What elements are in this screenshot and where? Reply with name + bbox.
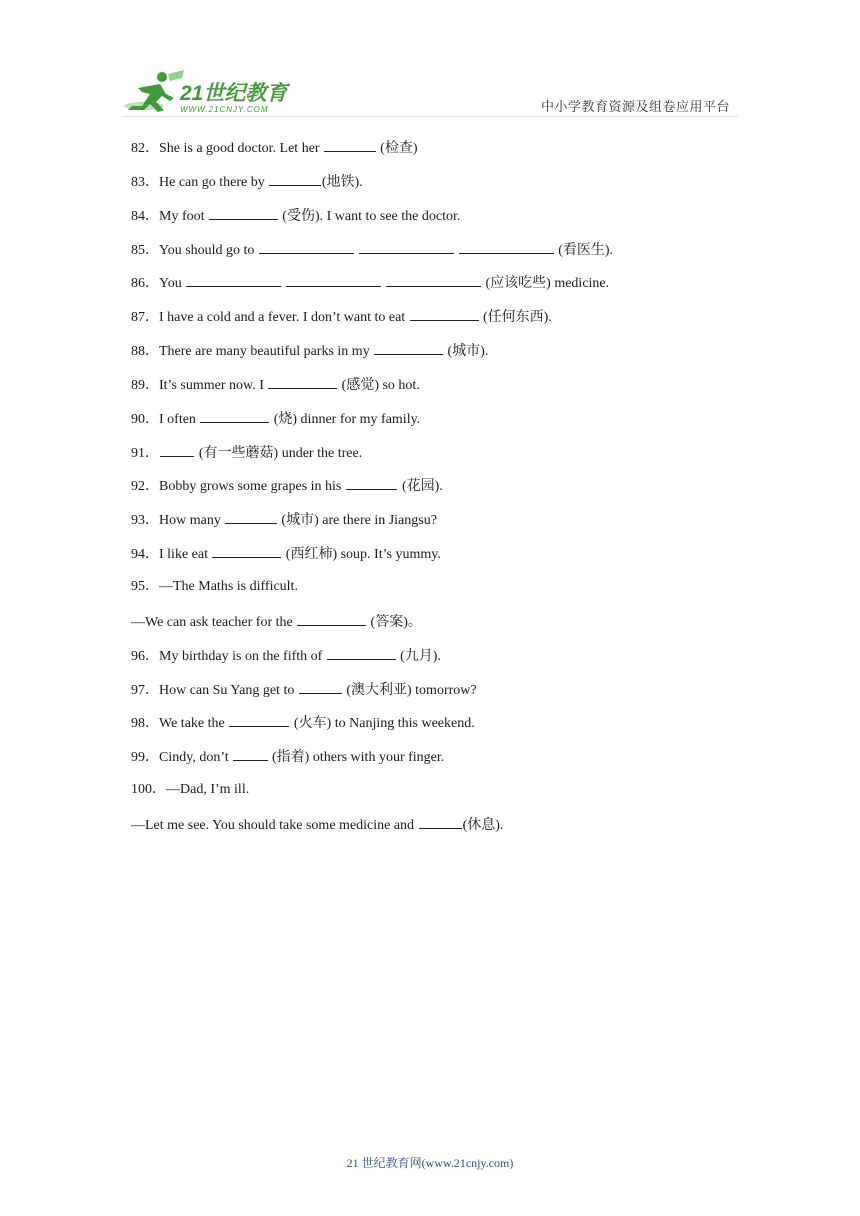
question-hint: (受伤). I want to see the doctor.	[278, 208, 461, 224]
question-line	[131, 645, 731, 679]
answer-blank[interactable]	[410, 306, 479, 321]
question-hint: (九月).	[396, 648, 441, 664]
answer-blank[interactable]	[327, 645, 396, 660]
question-hint: (火车) to Nanjing this weekend.	[290, 716, 475, 732]
question-line	[131, 306, 731, 340]
question-number: 100．	[131, 782, 166, 798]
question-line	[131, 137, 731, 171]
answer-blank[interactable]	[374, 340, 443, 355]
question-line	[131, 239, 731, 273]
question-number: 82．	[131, 141, 159, 156]
answer-blank[interactable]	[297, 611, 366, 626]
question-line	[131, 374, 731, 408]
question-text: —We can ask teacher for the	[131, 614, 297, 630]
question-line	[131, 442, 731, 476]
question-number: 99．	[131, 750, 159, 766]
answer-blank[interactable]	[286, 272, 381, 287]
question-text: He can go there by	[159, 174, 269, 190]
question-text: —Let me see. You should take some medicine and	[131, 817, 418, 833]
answer-blank[interactable]	[386, 272, 481, 287]
answer-blank[interactable]	[209, 205, 278, 220]
question-hint: (应该吃些) medicine.	[482, 276, 610, 292]
runner-logo-icon	[122, 68, 292, 116]
question-number: 90．	[131, 411, 159, 427]
question-line	[131, 611, 731, 645]
question-line	[131, 171, 731, 205]
logo-text: 21世纪教育	[180, 82, 288, 105]
answer-blank[interactable]	[229, 712, 289, 727]
question-number: 84．	[131, 208, 159, 224]
question-line	[131, 272, 731, 306]
question-line	[131, 475, 731, 509]
question-number: 94．	[131, 547, 159, 563]
header-tagline: 中小学教育资源及组卷应用平台	[540, 99, 730, 114]
question-text: Bobby grows some grapes in his	[159, 479, 345, 495]
question-number: 95．	[131, 578, 159, 594]
question-number: 91．	[131, 445, 159, 461]
question-line	[131, 577, 731, 611]
question-number: 96．	[131, 648, 159, 664]
question-hint: (城市) are there in Jiangsu?	[277, 513, 437, 529]
question-hint: (答案)。	[367, 614, 422, 630]
page-header	[0, 0, 860, 125]
question-hint: (指着) others with your finger.	[268, 750, 445, 766]
question-text: She is a good doctor. Let her	[159, 141, 324, 156]
question-line	[131, 509, 731, 543]
question-hint: (有一些蘑菇) under the tree.	[195, 445, 363, 461]
answer-blank[interactable]	[259, 239, 354, 254]
site-logo[interactable]	[122, 68, 292, 116]
answer-blank[interactable]	[269, 171, 321, 186]
answer-blank[interactable]	[160, 442, 194, 457]
answer-blank[interactable]	[299, 679, 342, 694]
question-text: Cindy, don’t	[159, 750, 233, 766]
question-hint: (烧) dinner for my family.	[270, 411, 421, 427]
answer-blank[interactable]	[268, 374, 337, 389]
question-line	[131, 340, 731, 374]
answer-blank[interactable]	[212, 543, 281, 558]
question-number: 85．	[131, 242, 159, 258]
question-number: 83．	[131, 174, 159, 190]
answer-blank[interactable]	[419, 814, 462, 829]
answer-blank[interactable]	[186, 272, 281, 287]
question-number: 98．	[131, 716, 159, 732]
question-text: I often	[159, 411, 200, 427]
question-text: How can Su Yang get to	[159, 682, 298, 698]
question-number: 93．	[131, 513, 159, 529]
question-line	[131, 543, 731, 577]
question-text: It’s summer now. I	[159, 377, 268, 393]
page-footer[interactable]: 21 世纪教育网(www.21cnjy.com)	[346, 1156, 514, 1170]
question-text: We take the	[159, 716, 229, 732]
question-hint: (澳大利亚) tomorrow?	[342, 682, 477, 698]
question-text: There are many beautiful parks in my	[159, 344, 374, 360]
question-number: 89．	[131, 377, 159, 393]
question-number: 88．	[131, 344, 159, 360]
question-hint: (西红柿) soup. It’s yummy.	[282, 547, 441, 563]
question-text: I like eat	[159, 547, 212, 563]
answer-blank[interactable]	[359, 239, 454, 254]
question-hint: (任何东西).	[479, 310, 552, 326]
question-text: My foot	[159, 208, 208, 224]
question-line	[131, 205, 731, 239]
question-line	[131, 780, 731, 814]
question-text: —Dad, I’m ill.	[166, 782, 250, 798]
question-number: 92．	[131, 479, 159, 495]
question-text: My birthday is on the fifth of	[159, 648, 326, 664]
question-hint: (花园).	[398, 479, 443, 495]
question-text: —The Maths is difficult.	[159, 578, 298, 594]
question-line	[131, 814, 731, 848]
question-text: How many	[159, 513, 225, 529]
question-hint: (检查)	[376, 141, 418, 156]
question-hint: (看医生).	[554, 242, 614, 258]
question-line	[131, 408, 731, 442]
question-hint: (休息).	[462, 817, 504, 833]
header-divider	[122, 116, 738, 117]
question-number: 97．	[131, 682, 159, 698]
question-line	[131, 679, 731, 713]
answer-blank[interactable]	[346, 475, 398, 490]
question-hint: (感觉) so hot.	[338, 377, 420, 393]
question-number: 87．	[131, 310, 159, 326]
answer-blank[interactable]	[233, 746, 267, 761]
question-number: 86．	[131, 276, 159, 292]
answer-blank[interactable]	[225, 509, 277, 524]
question-list	[131, 137, 731, 848]
answer-blank[interactable]	[324, 137, 376, 152]
answer-blank[interactable]	[200, 408, 269, 423]
question-hint: (城市).	[444, 344, 489, 360]
question-line	[131, 712, 731, 746]
question-text: You	[159, 276, 186, 292]
question-line	[131, 746, 731, 780]
question-hint: (地铁).	[321, 174, 363, 190]
question-text: You should go to	[159, 242, 258, 258]
logo-url: WWW.21CNJY.COM	[180, 105, 269, 114]
question-text: I have a cold and a fever. I don’t want to eat	[159, 310, 409, 326]
answer-blank[interactable]	[459, 239, 554, 254]
